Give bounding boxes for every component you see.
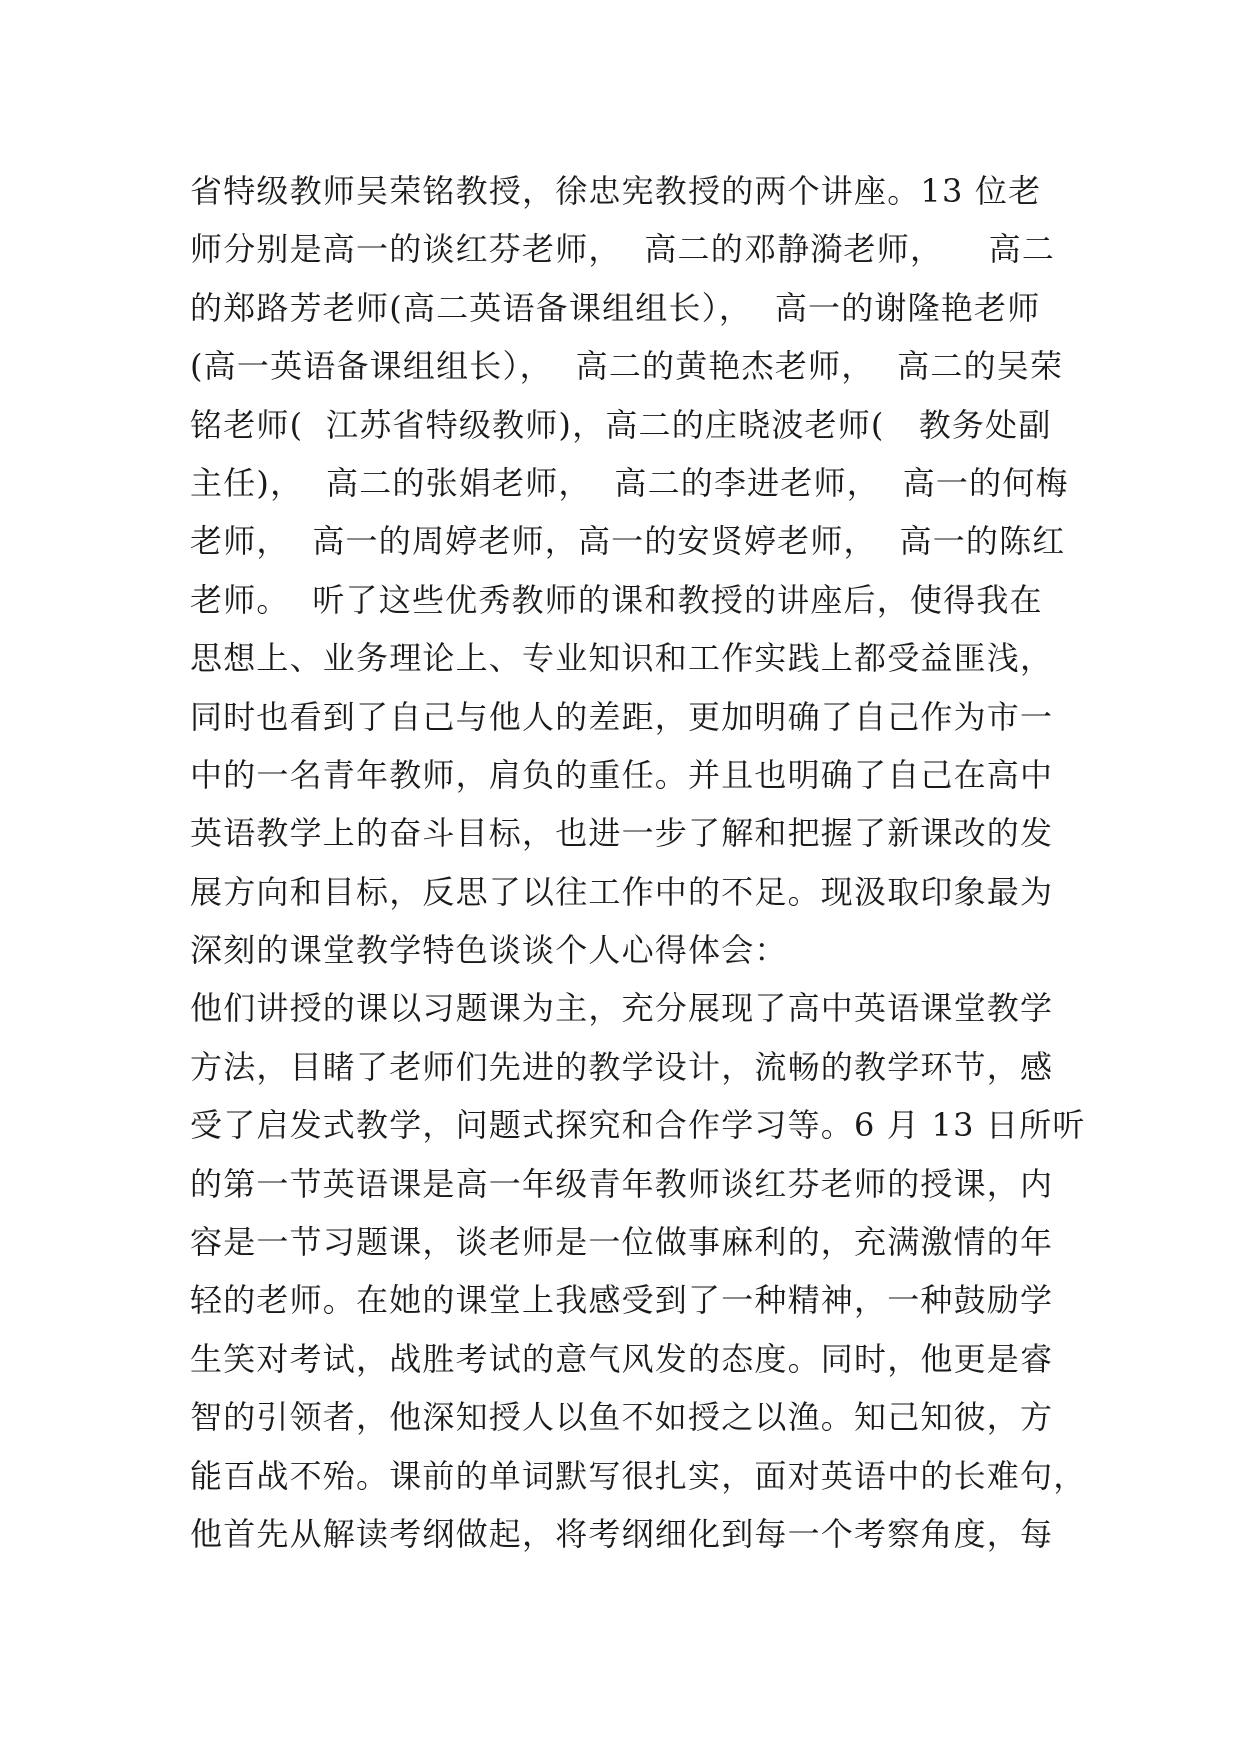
text-line: 他首先从解读考纲做起，将考纲细化到每一个考察角度，每	[190, 1514, 1054, 1553]
text-line: 容是一节习题课，谈老师是一位做事麻利的，充满激情的年	[190, 1223, 1054, 1262]
text-line: 能百战不殆。课前的单词默写很扎实，面对英语中的长难句，	[190, 1456, 1087, 1495]
text-line: 智的引领者，他深知授人以鱼不如授之以渔。知己知彼，方	[190, 1398, 1054, 1437]
text-line: 省特级教师吴荣铭教授，徐忠宪教授的两个讲座。13 位老	[190, 172, 1042, 210]
text-line: (高一英语备课组组长）， 高二的黄艳杰老师， 高二的吴荣	[190, 347, 1064, 386]
text-line: 深刻的课堂教学特色谈谈个人心得体会：	[190, 931, 788, 970]
text-line: 铭老师( 江苏省特级教师)，高二的庄晓波老师( 教务处副	[190, 405, 1052, 444]
text-line: 中的一名青年教师，肩负的重任。并且也明确了自己在高中	[190, 755, 1054, 794]
text-line: 他们讲授的课以习题课为主，充分展现了高中英语课堂教学	[190, 989, 1054, 1028]
text-line: 展方向和目标，反思了以往工作中的不足。现汲取印象最为	[190, 872, 1054, 911]
text-line: 老师， 高一的周婷老师，高一的安贤婷老师， 高一的陈红	[190, 522, 1066, 561]
text-line: 英语教学上的奋斗目标，也进一步了解和把握了新课改的发	[190, 814, 1054, 853]
text-line: 老师。 听了这些优秀教师的课和教授的讲座后，使得我在	[190, 580, 1043, 619]
text-line: 主任)， 高二的张娟老师， 高二的李进老师， 高一的何梅	[190, 463, 1069, 502]
text-line: 方法，目睹了老师们先进的教学设计，流畅的教学环节，感	[190, 1047, 1054, 1086]
text-line: 轻的老师。在她的课堂上我感受到了一种精神，一种鼓励学	[190, 1281, 1054, 1320]
text-line: 生笑对考试，战胜考试的意气风发的态度。同时，他更是睿	[190, 1339, 1054, 1378]
text-line: 同时也看到了自己与他人的差距，更加明确了自己作为市一	[190, 697, 1054, 736]
text-line: 思想上、业务理论上、专业知识和工作实践上都受益匪浅，	[190, 639, 1054, 678]
text-line: 受了启发式教学，问题式探究和合作学习等。6 月 13 日所听	[190, 1106, 1086, 1145]
body-text	[190, 162, 1087, 1563]
text-line: 的第一节英语课是高一年级青年教师谈红芬老师的授课，内	[190, 1164, 1054, 1203]
text-line: 的郑路芳老师(高二英语备课组组长）， 高一的谢隆艳老师	[190, 288, 1041, 327]
text-line: 师分别是高一的谈红芬老师， 高二的邓静漪老师， 高二	[190, 230, 1056, 269]
